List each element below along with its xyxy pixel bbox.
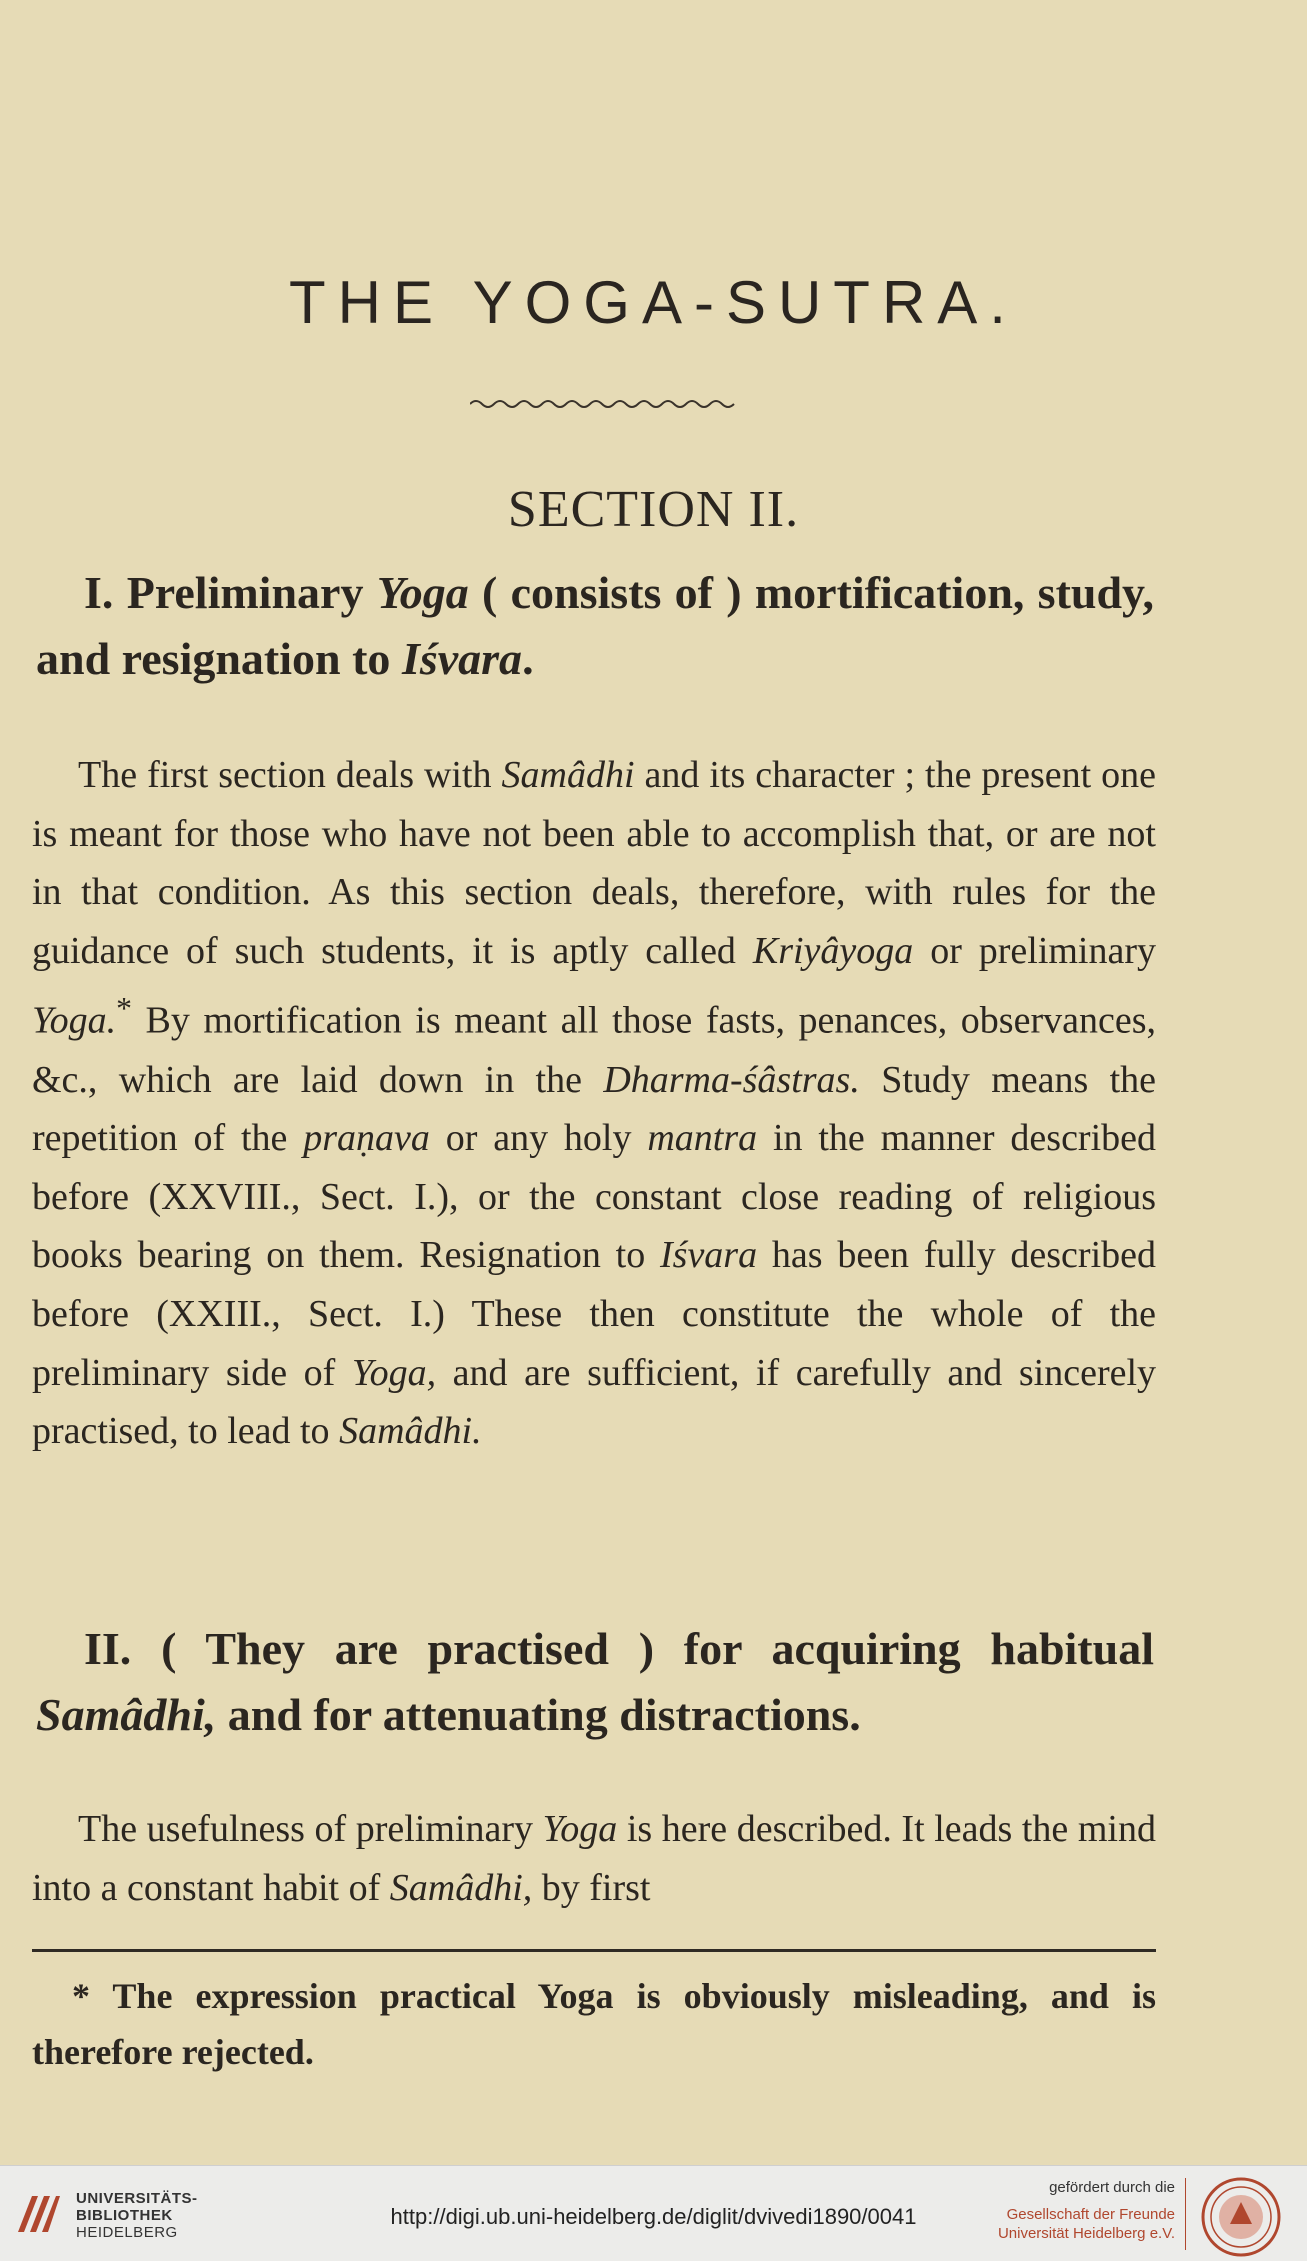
p1-yoga: Yoga. (32, 1000, 117, 1043)
digitization-footer (0, 2165, 1307, 2261)
p1-samadhi2: Samâdhi. (339, 1410, 482, 1453)
p1-s9: and are sufficient, if carefully and sincerely practised, to lead to (32, 1351, 1157, 1453)
university-seal-icon (1200, 2176, 1282, 2258)
sponsor-text (998, 2178, 1175, 2243)
sponsor-line-1: gefördert durch die (1049, 2179, 1175, 2196)
p1-s2: and its character ; the present one is meant for those who have not been able to accomplish that, or are not in that condition. As this section deals, therefore, with rules for the guidance of such students, it is aptly called (32, 754, 1157, 972)
footnote-star: * (72, 1976, 90, 2016)
p1-mantra: mantra (647, 1117, 758, 1160)
p1-dharma: Dharma-śâstras. (603, 1058, 860, 1101)
sutra-1 (36, 560, 1154, 692)
sponsor-line-2: Gesellschaft der Freunde (1006, 2206, 1175, 2223)
p2-yoga: Yoga (542, 1808, 618, 1850)
p1-footnote-marker: * (116, 991, 132, 1027)
sutra-2-number: II. (84, 1623, 132, 1674)
sutra-1-isvara: Iśvara (401, 633, 523, 684)
page-title: THE YOGA-SUTRA. (289, 269, 1018, 336)
footnote-text: The expression practical Yoga is obviously misleading, and is therefore rejected. (32, 1976, 1156, 2072)
sutra-1-text-a: Preliminary (126, 567, 364, 618)
sutra-2-text-b: and for attenuating distractions. (227, 1689, 861, 1740)
commentary-paragraph-2 (32, 1800, 1156, 1917)
library-line-3: HEIDELBERG (76, 2224, 178, 2241)
p2-s1: The usefulness of preliminary (78, 1808, 534, 1850)
sutra-1-end: . (522, 633, 534, 684)
sponsor-divider (1185, 2178, 1186, 2250)
section-heading: SECTION II. (507, 481, 800, 538)
p1-s5: Study means the repetition of the (32, 1058, 1157, 1160)
sutra-2-samadhi: Samâdhi, (36, 1689, 217, 1740)
p1-s1: The first section deals with (78, 754, 492, 796)
sponsor-line-3: Universität Heidelberg e.V. (997, 2225, 1175, 2242)
sutra-1-text-b: ( consists of ) mortification, study, and resignation to (36, 567, 1155, 684)
p1-pranava: praṇava (303, 1117, 430, 1160)
p1-s7: in the manner described before (XXVIII., Sect. I.), or the constant close reading of religious books bearing on them. Resignation to (32, 1117, 1157, 1277)
library-line-2: BIBLIOTHEK (76, 2207, 173, 2224)
footnote (32, 1968, 1156, 2080)
p1-s6: or any holy (445, 1117, 632, 1160)
p2-s2: is here described. It leads the mind into a constant habit of (32, 1808, 1156, 1909)
sutra-1-yoga: Yoga (376, 567, 469, 618)
p1-s8: has been fully described before (XXIII., Sect. I.) These then constitute the whole of the preliminary side of (32, 1234, 1156, 1394)
commentary-paragraph-1 (32, 746, 1156, 1461)
source-url-link[interactable]: http://digi.ub.uni-heidelberg.de/diglit/dvivedi1890/0041 (390, 2204, 917, 2229)
sutra-1-number: I. (84, 567, 114, 618)
p1-yoga2: Yoga, (351, 1351, 437, 1394)
p1-isvara: Iśvara (660, 1234, 758, 1277)
p1-s4: By mortification is meant all those fasts, penances, observances, &c., which are laid down in the (32, 1000, 1156, 1101)
sutra-2-text-a: ( They are practised ) for acquiring habitual (161, 1623, 1154, 1674)
p1-s3: or preliminary (930, 929, 1157, 972)
decorative-wavy-rule (470, 396, 740, 412)
footnote-rule (32, 1949, 1156, 1952)
p1-samadhi: Samâdhi (501, 754, 635, 796)
p2-s3: by first (541, 1866, 651, 1909)
sutra-2 (36, 1616, 1154, 1748)
p1-kriyayoga: Kriyâyoga (752, 929, 914, 972)
p2-samadhi: Samâdhi, (389, 1866, 533, 1909)
library-line-1: UNIVERSITÄTS- (76, 2190, 198, 2207)
